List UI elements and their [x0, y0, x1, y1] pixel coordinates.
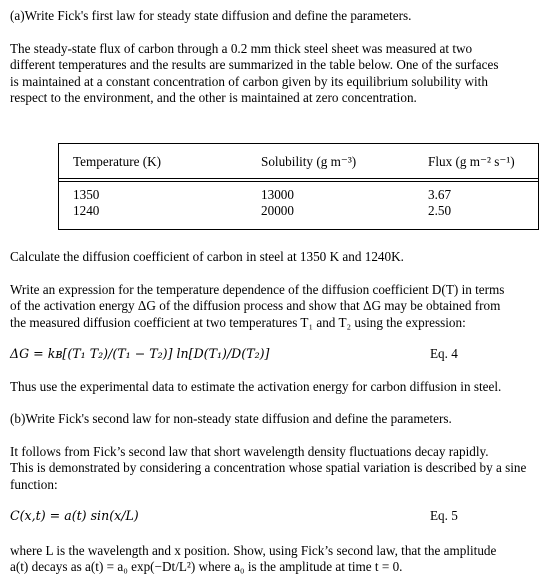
- part-a-heading: (a)Write Fick's first law for steady state diffusion and define the parameters.: [10, 8, 412, 23]
- part-b-heading: (b)Write Fick's second law for non-steady state diffusion and define the parameters.: [10, 411, 452, 426]
- expression-instruction: [10, 282, 538, 331]
- table-cell: 1350: [73, 187, 100, 202]
- table-header-flux: Flux (g m⁻² s⁻¹): [428, 154, 515, 169]
- text-line: Write an expression for the temperature dependence of the diffusion coefficient D(T) in terms: [10, 282, 505, 297]
- text-line: where L is the wavelength and x position. Show, using Fick’s second law, that the amplitude: [10, 543, 497, 558]
- text-line: It follows from Fick’s second law that short wavelength density fluctuations decay rapidly.: [10, 444, 489, 459]
- table-header-solubility: Solubility (g m⁻³): [261, 154, 357, 169]
- equation-5-expression: C(x,t) = a(t) sin(x/L): [10, 508, 139, 523]
- table-cell: 13000: [261, 187, 294, 202]
- calculate-instruction: Calculate the diffusion coefficient of carbon in steel at 1350 K and 1240K.: [10, 249, 404, 264]
- equation-5: [10, 508, 538, 528]
- equation-4-label: Eq. 4: [430, 346, 458, 361]
- text-line: is maintained at a constant concentration of carbon given by its equilibrium solubility with: [10, 73, 488, 89]
- text-line: The steady-state flux of carbon through a 0.2 mm thick steel sheet was measured at two: [10, 41, 473, 56]
- equation-4-expression: ΔG = kʙ[(T₁ T₂)/(T₁ − T₂)] ln[D(T₁)/D(T₂)]: [10, 346, 270, 361]
- problem-description: [10, 41, 538, 106]
- text-line: function:: [10, 476, 58, 492]
- data-table: [58, 143, 539, 230]
- text-line: the measured diffusion coefficient at two temperatures T₁ and T₂ using the expression:: [10, 314, 466, 330]
- equation-4: [10, 346, 538, 366]
- text-line: a(t) decays as a(t) = a₀ exp(−Dt/L²) where a₀ is the amplitude at time t = 0.: [10, 559, 403, 575]
- text-line: This is demonstrated by considering a concentration whose spatial variation is described by a sine: [10, 460, 527, 476]
- table-header-temperature: Temperature (K): [73, 154, 162, 169]
- table-cell: 3.67: [428, 187, 452, 202]
- table-cell: 1240: [73, 203, 100, 218]
- part-b-description: [10, 444, 538, 493]
- table-divider: [59, 178, 538, 179]
- estimate-instruction: Thus use the experimental data to estimate the activation energy for carbon diffusion in steel.: [10, 379, 502, 394]
- final-instruction: [10, 543, 538, 576]
- table-cell: 2.50: [428, 203, 452, 218]
- text-line: of the activation energy ΔG of the diffusion process and show that ΔG may be obtained from: [10, 298, 501, 314]
- table-cell: 20000: [261, 203, 294, 218]
- text-line: different temperatures and the results are summarized in the table below. One of the surfaces: [10, 57, 499, 73]
- table-divider: [59, 181, 538, 182]
- equation-5-label: Eq. 5: [430, 508, 458, 523]
- text-line: respect to the environment, and the other is maintained at zero concentration.: [10, 89, 417, 105]
